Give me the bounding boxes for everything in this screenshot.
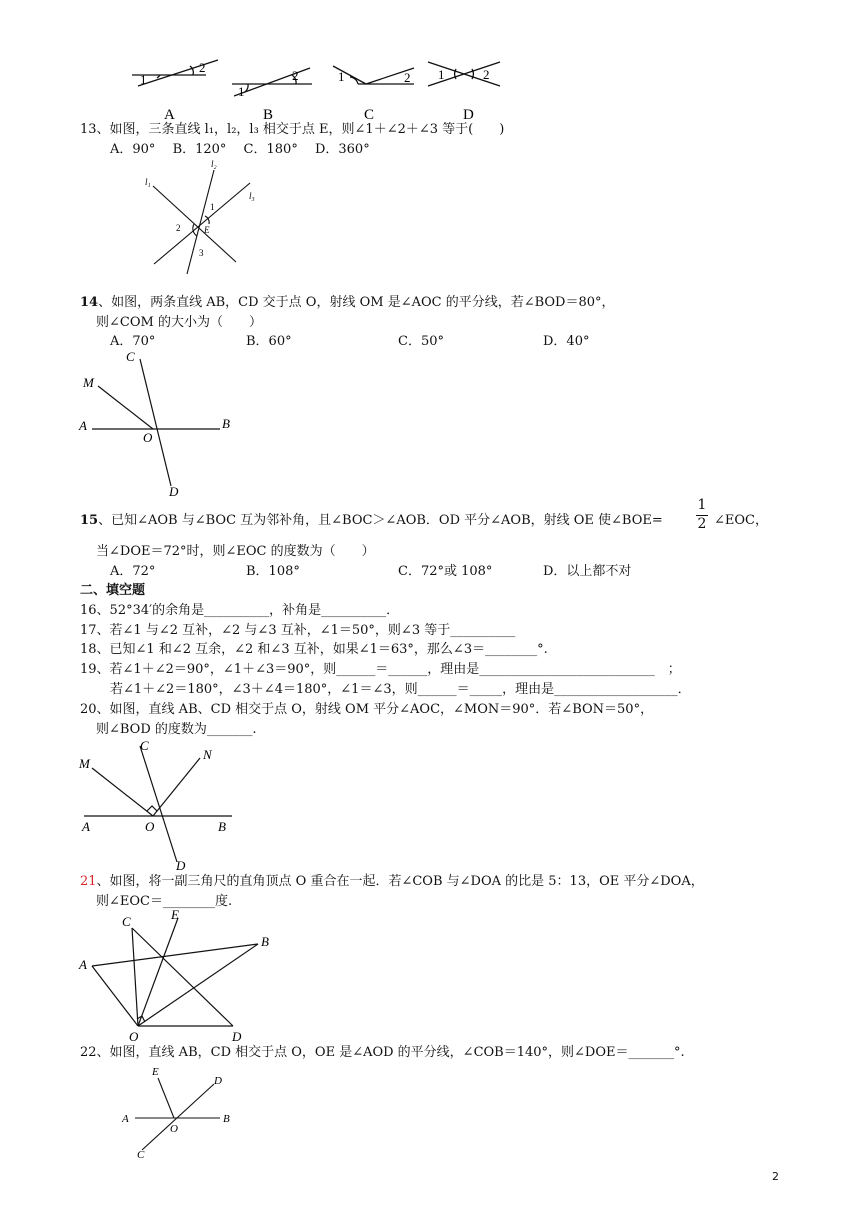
q15-stem-text-a: 、已知∠AOB 与∠BOC 互为邻补角，且∠BOC＞∠AOB．OD 平分∠AOB，射线 OE 使∠BOE= (98, 513, 663, 528)
q14-stem-line2: 则∠COM 的大小为（ ） (96, 315, 262, 330)
q21-point-a: A (79, 957, 87, 972)
q13-l1-label: l₁ (145, 177, 151, 187)
q15-number: 15 (80, 513, 99, 528)
q12-c-angle2: 2 (404, 70, 411, 85)
q15-stem-text-b: ∠EOC， (714, 513, 768, 528)
q22-point-d: D (214, 1075, 222, 1087)
q20-point-n: N (203, 747, 212, 762)
q20-point-c: C (140, 738, 149, 753)
section-heading-fill-in: 二、填空题 (80, 583, 146, 598)
q12-c-letter: C (364, 107, 375, 123)
q14-point-o: O (143, 430, 153, 445)
q20-point-m: M (79, 756, 90, 771)
q12-a-angle2: 2 (199, 60, 206, 75)
q12-a-angle1: 1 (140, 72, 147, 87)
q16: 16、52°34′的余角是__________，补角是__________． (80, 603, 400, 618)
q12-d-angle2: 2 (483, 67, 490, 82)
q12-a-letter: A (164, 107, 175, 123)
q15-fraction-denominator: 2 (697, 516, 707, 532)
q15-option-d: D．以上都不对 (543, 564, 632, 579)
q14-option-b: B．60° (246, 334, 292, 349)
q13-point-e: E (204, 225, 210, 235)
q19-line1: 19、若∠1＋∠2＝90°，∠1＋∠3＝90°，则______＝______，理由是___________________________ ； (80, 662, 681, 677)
q22-stem: 22、如图，直线 AB，CD 相交于点 O，OE 是∠AOD 的平分线，∠COB＝140°，则∠DOE＝_______°. (80, 1045, 685, 1060)
page-number: 2 (772, 1170, 779, 1183)
q15-option-a: A．72° (110, 564, 156, 579)
q13-angle2: 2 (176, 223, 181, 233)
q14-number: 14 (80, 295, 99, 310)
q22-point-o: O (170, 1123, 178, 1135)
q14-stem-text: 、如图，两条直线 AB，CD 交于点 O，射线 OM 是∠AOC 的平分线，若∠BOD＝80°， (98, 295, 615, 310)
q14-option-c: C．50° (398, 334, 444, 349)
q14-option-a: A．70° (110, 334, 156, 349)
q13-l2-label: l₂ (211, 159, 217, 169)
q15-fraction-numerator: 1 (697, 497, 707, 513)
q21-number: 21 (80, 874, 97, 889)
q19-line2: 若∠1＋∠2＝180°，∠3＋∠4＝180°，∠1＝∠3，则______＝_____，理由是___________________． (110, 682, 691, 697)
q22-point-a: A (122, 1113, 129, 1125)
q13-l3-label: l₃ (249, 191, 255, 201)
q22-point-e: E (152, 1066, 159, 1078)
q21-point-d: D (232, 1029, 242, 1044)
q14-point-c: C (126, 349, 135, 364)
q21-point-c: C (122, 914, 131, 929)
q13-angle1: 1 (210, 202, 215, 212)
q20-point-a: A (82, 819, 90, 834)
q15-option-c: C．72°或 108° (398, 564, 493, 579)
q14-point-d: D (169, 484, 179, 499)
q12-d-letter: D (463, 107, 474, 123)
q14-point-b: B (222, 416, 230, 431)
q14-option-d: D．40° (543, 334, 590, 349)
q13-angle3: 3 (199, 248, 204, 258)
q15-stem-line2: 当∠DOE＝72°时，则∠EOC 的度数为（ ） (96, 544, 375, 559)
q14-point-a: A (79, 418, 87, 433)
q12-b-angle2: 2 (292, 68, 299, 83)
q20-point-b: B (218, 819, 226, 834)
q18: 18、已知∠1 和∠2 互余，∠2 和∠3 互补，如果∠1＝63°，那么∠3＝________°. (80, 642, 548, 657)
q20-point-o: O (145, 819, 155, 834)
q21-stem-line2: 则∠EOC＝________度. (96, 894, 233, 909)
q12-b-letter: B (263, 107, 274, 123)
q21-stem-text: 、如图，将一副三角尺的直角顶点 O 重合在一起．若∠COB 与∠DOA 的比是 5：13，OE 平分∠DOA， (96, 874, 704, 889)
q12-c-angle1: 1 (338, 69, 345, 84)
q17: 17、若∠1 与∠2 互补，∠2 与∠3 互补，∠1＝50°，则∠3 等于__________ (80, 623, 516, 638)
q22-point-c: C (137, 1149, 145, 1161)
q21-point-e: E (171, 907, 179, 922)
q20-stem: 20、如图，直线 AB、CD 相交于点 O，射线 OM 平分∠AOC，∠MON＝90°．若∠BON＝50°， (80, 702, 654, 717)
q12-d-angle1: 1 (438, 67, 445, 82)
q20-point-d: D (176, 858, 186, 873)
q13-options: A．90° B．120° C．180° D．360° (110, 142, 370, 157)
q12-b-angle1: 1 (238, 84, 245, 99)
q22-point-b: B (223, 1113, 230, 1125)
q20-stem-line2: 则∠BOD 的度数为_______. (96, 722, 257, 737)
q15-option-b: B．108° (246, 564, 300, 579)
q13-stem: 13、如图，三条直线 l₁，l₂，l₃ 相交于点 E，则∠1＋∠2＋∠3 等于( ) (80, 122, 505, 137)
q14-point-m: M (83, 375, 94, 390)
q21-point-o: O (129, 1029, 139, 1044)
q21-point-b: B (261, 934, 269, 949)
